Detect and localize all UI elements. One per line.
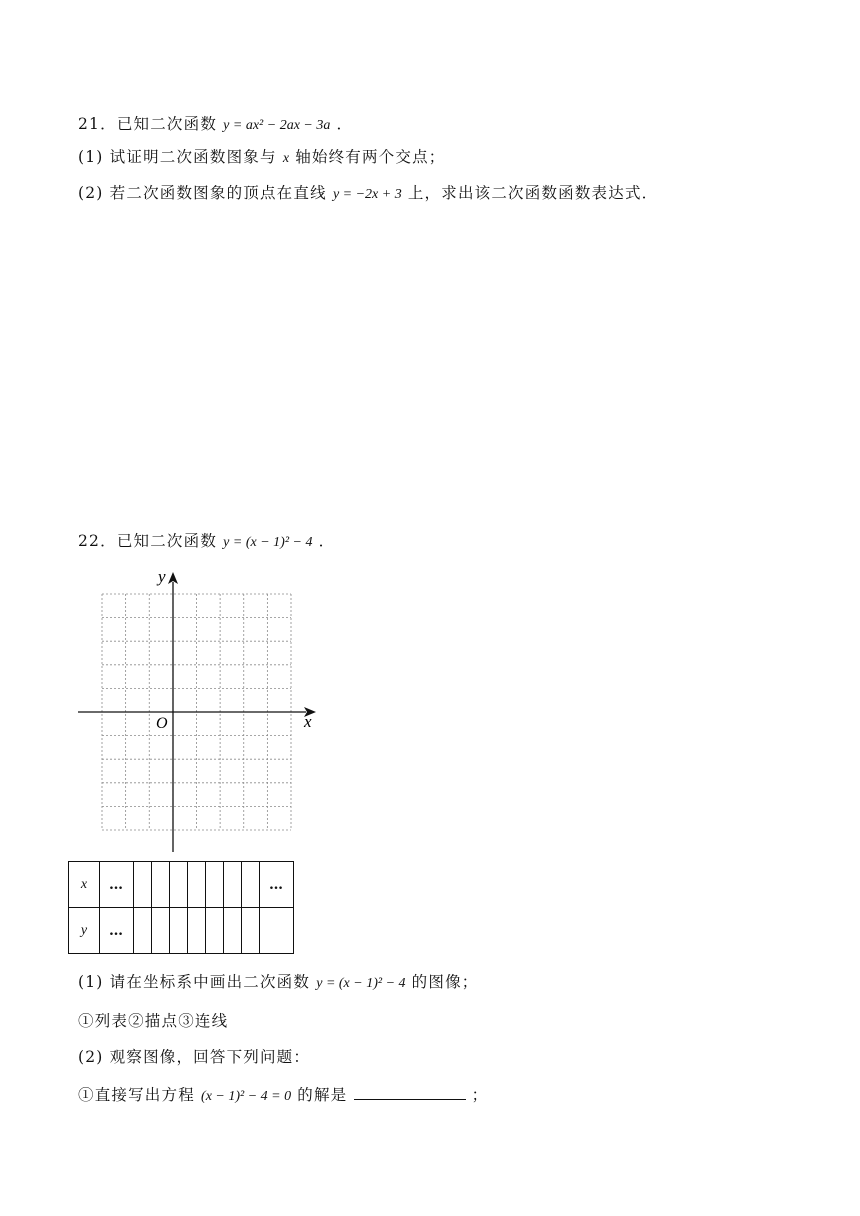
row-y-label: y bbox=[69, 908, 100, 954]
value-table bbox=[68, 861, 294, 954]
q22-stem bbox=[78, 529, 335, 551]
table-cell[interactable] bbox=[170, 862, 188, 908]
ellipsis-cell: … bbox=[100, 908, 134, 954]
ellipsis-cell: … bbox=[100, 862, 134, 908]
origin-label: O bbox=[156, 715, 168, 732]
q21-part2 bbox=[78, 181, 658, 203]
row-x-label: x bbox=[69, 862, 100, 908]
q21-stem bbox=[78, 112, 353, 134]
q21-function: y = ax² − 2ax − 3a bbox=[223, 118, 331, 133]
table-cell[interactable] bbox=[134, 908, 152, 954]
q22-sub1 bbox=[78, 1083, 488, 1105]
table-cell[interactable] bbox=[188, 862, 206, 908]
table-cell[interactable] bbox=[152, 862, 170, 908]
table-cell[interactable] bbox=[206, 862, 224, 908]
answer-blank[interactable] bbox=[354, 1085, 466, 1100]
table-cell[interactable] bbox=[242, 908, 260, 954]
coordinate-grid[interactable] bbox=[70, 560, 350, 860]
ellipsis-cell: … bbox=[260, 862, 294, 908]
q22-sub1-text-mid: 的解是 bbox=[297, 1086, 348, 1104]
q22-sub1-text: ①直接写出方程 bbox=[78, 1086, 195, 1104]
y-axis-label: y bbox=[158, 567, 166, 586]
table-cell[interactable] bbox=[242, 862, 260, 908]
q21-part2-text-end: 上，求出该二次函数函数表达式． bbox=[407, 184, 659, 202]
q22-function: y = (x − 1)² − 4 bbox=[223, 535, 313, 550]
q21-part2-text: (2) 若二次函数图象的顶点在直线 bbox=[78, 184, 327, 202]
table-cell[interactable] bbox=[152, 908, 170, 954]
table-cell[interactable] bbox=[206, 908, 224, 954]
q22-sub1-end: ； bbox=[471, 1086, 489, 1104]
table-cell[interactable] bbox=[224, 908, 242, 954]
x-axis-label: x bbox=[304, 712, 312, 731]
table-cell[interactable] bbox=[188, 908, 206, 954]
q21-part2-line-eq: y = −2x + 3 bbox=[332, 187, 402, 202]
q22-sub1-equation: (x − 1)² − 4 = 0 bbox=[201, 1089, 292, 1104]
q21-part1-text-end: 轴始终有两个交点； bbox=[295, 148, 446, 166]
q22-part1 bbox=[78, 970, 478, 992]
q22-part1-text-end: 的图像； bbox=[411, 973, 479, 991]
q21-part1-var: x bbox=[282, 151, 290, 166]
q22-part1-text: (1) 请在坐标系中画出二次函数 bbox=[78, 973, 311, 991]
q22-part2: (2) 观察图像，回答下列问题： bbox=[78, 1048, 311, 1066]
table-row-x bbox=[69, 862, 294, 908]
table-cell[interactable] bbox=[134, 862, 152, 908]
table-cell[interactable] bbox=[224, 862, 242, 908]
q22-steps: ①列表②描点③连线 bbox=[78, 1012, 229, 1030]
table-cell[interactable] bbox=[260, 908, 294, 954]
q21-part1-text: (1) 试证明二次函数图象与 bbox=[78, 148, 277, 166]
q22-end: ． bbox=[318, 532, 336, 550]
q22-intro: 22．已知二次函数 bbox=[78, 532, 218, 550]
q21-end: ． bbox=[336, 115, 354, 133]
q21-intro: 21．已知二次函数 bbox=[78, 115, 218, 133]
q22-part1-function: y = (x − 1)² − 4 bbox=[316, 976, 406, 991]
q21-part1 bbox=[78, 145, 446, 167]
table-cell[interactable] bbox=[170, 908, 188, 954]
table-row-y bbox=[69, 908, 294, 954]
